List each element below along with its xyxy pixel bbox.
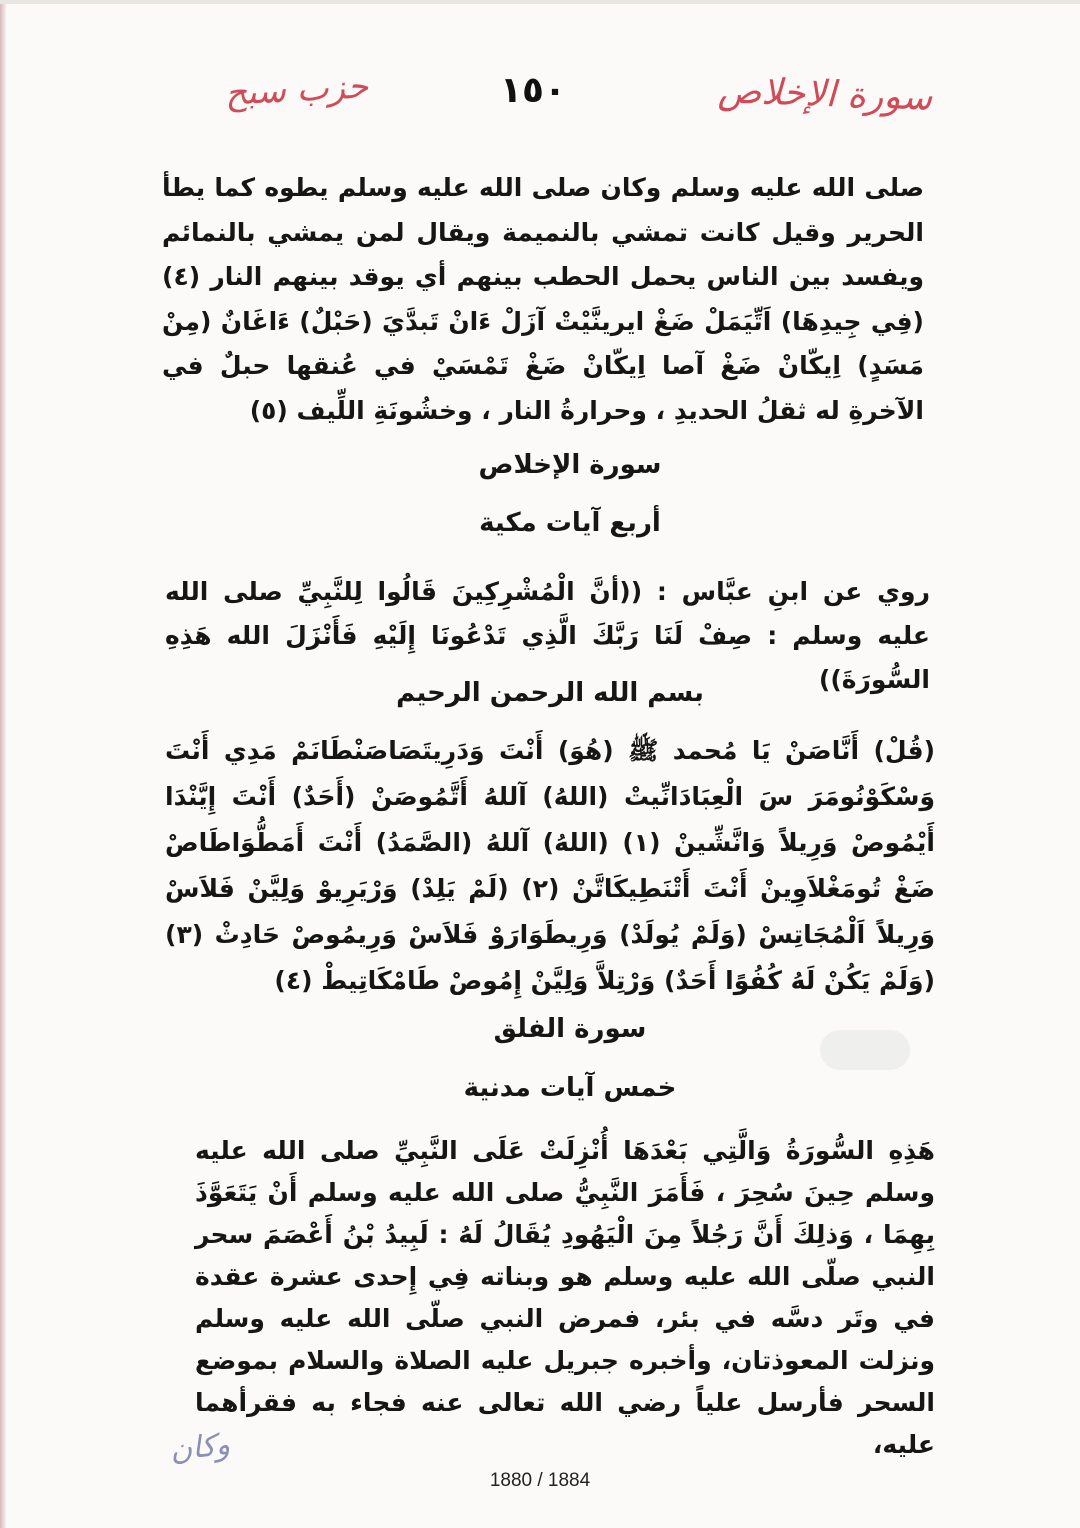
paragraph-ikhlas-translation [165, 728, 935, 1004]
page-edge-shadow [0, 0, 6, 1528]
surah-ikhlas-title: سورة الإخلاص [478, 450, 662, 480]
paragraph-text: هَذِهِ السُّورَةُ وَالَّتِي بَعْدَهَا أُنْزِلَتْ عَلَى النَّبِيِّ صلى الله عليه وسلم حِينَ سُحِرَ ، فَأَمَرَ النَّبِيُّ صلى الله عليه وسلم أَنْ يَتَعَوَّذَ بِهِمَا ، وَذلِكَ أَنَّ رَجُلاً مِنَ الْيَهُودِ يُقَالُ لَهُ : لَبِيدُ بْنُ أَعْصَمَ سحر النبي صلّى الله عليه وسلم هو وبناته فِي إِحدى عشرة عقدة في وتَر دسَّه في بئر، فمرض النبي صلّى الله عليه وسلم ونزلت المعوذتان، وأخبره جبريل عليه الصلاة والسلام بموضع السحر فأرسل علياً رضي الله تعالى عنه فجاء به فقرأهما عليه، [195, 1136, 935, 1459]
basmala: بسم الله الرحمن الرحيم [396, 678, 704, 708]
page-top-edge [0, 0, 1080, 4]
paragraph-text: روي عن ابنِ عبَّاس : ((أنَّ الْمُشْرِكِينَ قَالُوا لِلنَّبِيِّ صلى الله عليه وسلم : صِفْ لَنَا رَبَّكَ الَّذِي تَدْعُونَا إِلَيْهِ فَأَنْزَلَ الله هَذِهِ السُّورَةَ)) [165, 577, 930, 694]
page-indicator: 1880 / 1884 [489, 1470, 591, 1491]
page-number: ١٥٠ [500, 70, 566, 111]
paragraph-falaq-reason [195, 1130, 935, 1466]
surah-ikhlas-subtitle: أربع آيات مكية [479, 508, 661, 538]
handwritten-catchword: وكان [168, 1426, 232, 1469]
surah-falaq-title: سورة الفلق [493, 1014, 647, 1044]
handwritten-hizb-note: حزب سبح [224, 66, 370, 114]
surah-falaq-subtitle: خمس آيات مدنية [463, 1073, 677, 1103]
paragraph-text: (قُلْ) أَنَّاصَنْ يَا مُحمد ﷺ (هُوَ) أَنْتَ وَدَرِيتَصَاصَنْطَانَمْ مَدِي أَنْتَ وَسْكَوْنُومَرَ سَ الْعِبَادَانِّيتْ (اللهُ) آللهُ أَتَّمُوصَنْ (أَحَدٌ) أَنْتَ إِيَّنْدَا أَيْمُوصْ وَرِيلاً وَانَّشِّينْ (١) (اللهُ) آللهُ (الصَّمَدُ) أَنْتَ أَمَطُّوَاطَاصْ ضَغْ تُومَغْلاَوِينْ أَنْتَ أَتْنَطِيكَاتَّنْ (٢) (لَمْ يَلِدْ) وَرْيَرِيوْ وَلِيَّنْ فَلاَسْ وَرِيلاً اَلْمُجَاتِسْ (وَلَمْ يُولَدْ) وَرِيطَوَارَوْ فَلاَسْ وَرِيمُوصْ حَادِثْ (٣) (وَلَمْ يَكُنْ لَهُ كُفُوًا أَحَدٌ) وَرْتِلاَّ وَلِيَّنْ إِمُوصْ طَامْكَاتِيطْ (٤) [165, 736, 936, 995]
paragraph-masad-commentary [162, 166, 924, 433]
paper-smudge [820, 1030, 910, 1070]
handwritten-surah-note: سورة الإخلاص [717, 70, 933, 119]
paragraph-text: صلى الله عليه وسلم وكان صلى الله عليه وسلم يطوه كما يطأ الحرير وقيل كانت تمشي بالنميمة ويقال لمن يمشي بالنمائم ويفسد بين الناس يحمل الحطب بينهم أي يوقد بينهم النار (٤) (فِي جِيدِهَا) اَتِّيَمَلْ ضَغْ ايرينَّيْتْ آزَلْ ءَانْ تَبدَّيَ (حَبْلٌ) ءَاغَانٌ (مِنْ مَسَدٍ) اِيكّانْ ضَغْ آصا اِيكّانْ ضَغْ تَمْسَيْ في عُنقها حبلٌ في الآخرةِ له ثقلُ الحديدِ ، وحرارةُ النار ، وخشُونَةِ اللِّيف (٥) [162, 173, 924, 425]
